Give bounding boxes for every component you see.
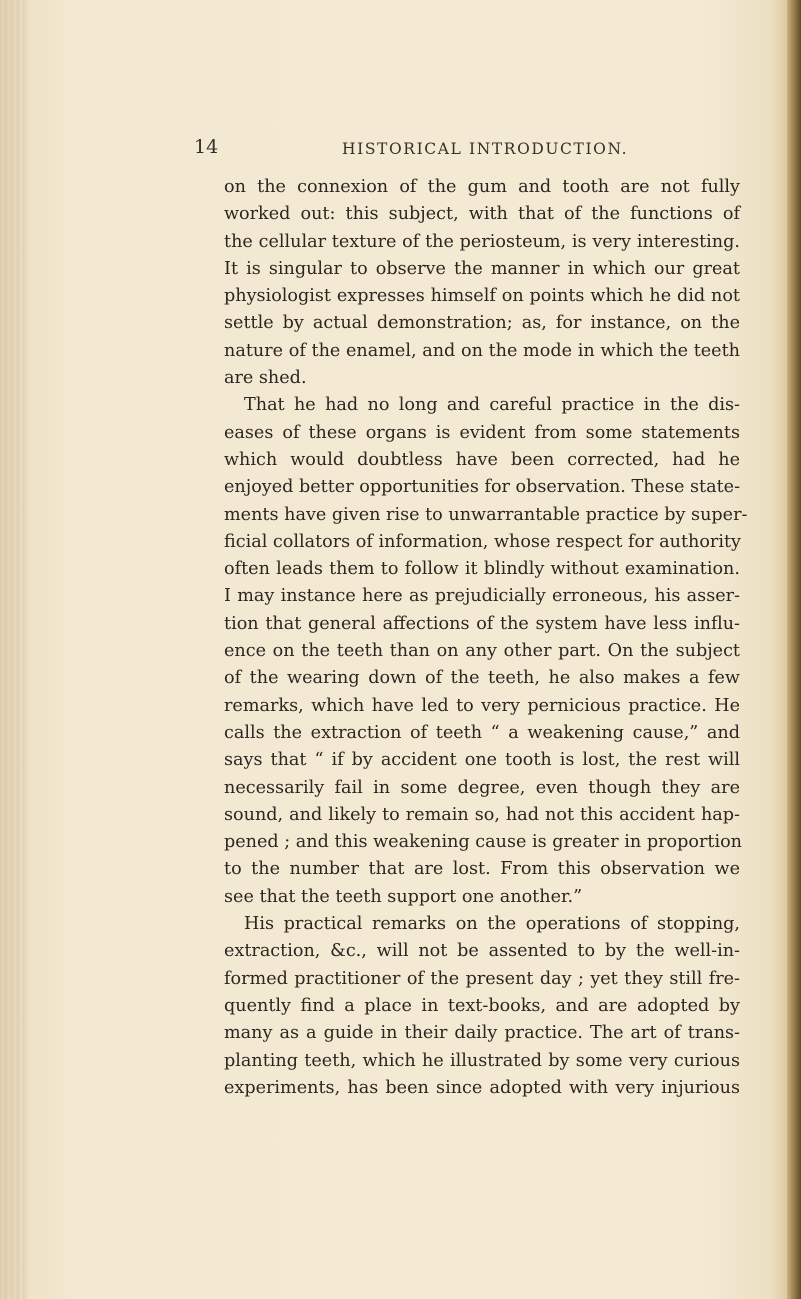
page-edge [787,0,801,1299]
text-line: remarks, which have led to very pernicious practice. He [224,695,740,716]
text-line: tion that general affections of the system have less influ- [224,613,740,634]
text-line: His practical remarks on the operations of stopping, [244,914,740,935]
text-line: ficial collators of information, whose respect for authority [224,531,741,552]
text-line: I may instance here as prejudicially erroneous, his asser- [224,586,740,607]
text-line: many as a guide in their daily practice. The art of trans- [224,1023,740,1044]
text-line: enjoyed better opportunities for observation. These state- [224,477,741,498]
binding-edge [0,0,28,1299]
text-line: the cellular texture of the periosteum, is very interesting. [224,231,740,252]
text-line: experiments, has been since adopted with very injurious [224,1077,740,1098]
text-line: on the connexion of the gum and tooth are not fully [224,177,740,197]
text-line: ence on the teeth than on any other part. On the subject [224,641,740,662]
text-line: sound, and likely to remain so, had not this accident hap- [224,804,740,825]
text-line: ments have given rise to unwarrantable practice by super- [224,504,748,525]
text-line: nature of the enamel, and on the mode in which the teeth [224,340,740,361]
running-head: HISTORICAL INTRODUCTION. [342,140,629,158]
text-line: see that the teeth support one another.” [224,886,583,907]
text-line: calls the extraction of teeth “ a weakening cause,” and [224,722,740,743]
text-line: are shed. [224,368,307,389]
page-number: 14 [194,136,219,158]
text-line: to the number that are lost. From this observation we [224,859,740,880]
text-line: planting teeth, which he illustrated by some very curious [224,1050,740,1071]
text-line: of the wearing down of the teeth, he also makes a few [224,668,740,689]
text-line: eases of these organs is evident from some statements [224,422,740,443]
text-line: necessarily fail in some degree, even though they are [224,777,740,798]
text-line: worked out: this subject, with that of the functions of [224,204,740,225]
text-line: That he had no long and careful practice in the dis- [244,395,740,416]
body-text [224,174,748,1102]
text-line: extraction, &c., will not be assented to by the well-in- [224,941,740,962]
text-line: settle by actual demonstration; as, for instance, on the [224,313,740,334]
text-line: physiologist expresses himself on points which he did not [224,286,740,307]
text-line: formed practitioner of the present day ; yet they still fre- [224,968,740,989]
text-line: pened ; and this weakening cause is greater in proportion [224,832,743,853]
text-line: quently find a place in text-books, and are adopted by [224,995,740,1016]
text-line: often leads them to follow it blindly without examination. [224,559,740,580]
text-line: It is singular to observe the manner in which our great [224,258,740,279]
page-header [0,136,801,164]
text-line: says that “ if by accident one tooth is lost, the rest will [224,750,740,771]
text-line: which would doubtless have been corrected, had he [224,449,740,470]
